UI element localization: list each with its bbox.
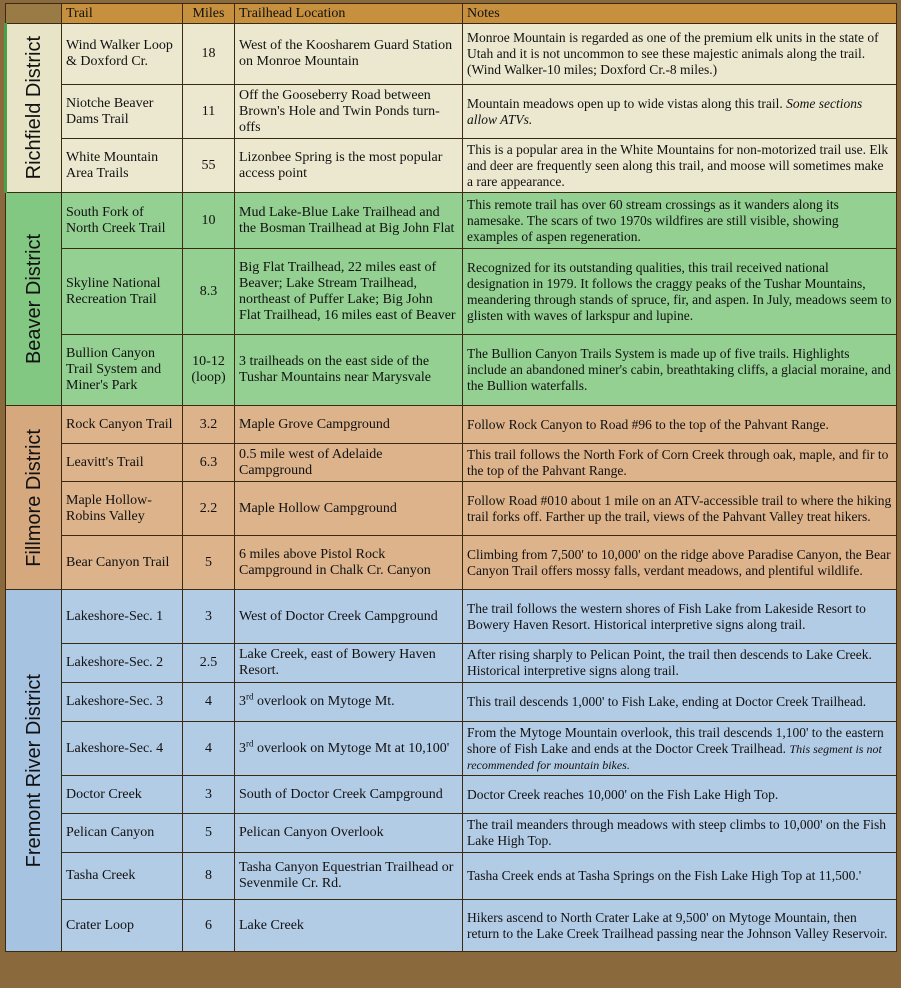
trail-miles: 4 bbox=[183, 722, 235, 776]
trail-location: Pelican Canyon Overlook bbox=[235, 814, 463, 853]
trail-location: Off the Gooseberry Road between Brown's Hole and Twin Ponds turn-offs bbox=[235, 85, 463, 139]
trail-miles: 6.3 bbox=[183, 444, 235, 482]
trail-miles: 3 bbox=[183, 776, 235, 814]
trail-miles: 11 bbox=[183, 85, 235, 139]
table-row bbox=[6, 139, 897, 193]
trail-name: Tasha Creek bbox=[62, 853, 183, 900]
trail-location: 3 trailheads on the east side of the Tushar Mountains near Marysvale bbox=[235, 335, 463, 406]
trail-location: Mud Lake-Blue Lake Trailhead and the Bosman Trailhead at Big John Flat bbox=[235, 193, 463, 249]
header-location: Trailhead Location bbox=[235, 4, 463, 24]
district-richfield bbox=[6, 24, 897, 193]
district-fillmore bbox=[6, 406, 897, 590]
trail-location: Maple Hollow Campground bbox=[235, 482, 463, 536]
trail-notes: This is a popular area in the White Mountains for non-motorized trail use. Elk and deer are frequently seen along this trail, and moose will sometimes make a rare appearance. bbox=[463, 139, 897, 193]
trail-notes: Monroe Mountain is regarded as one of the premium elk units in the state of Utah and it is not uncommon to see these majestic animals along the trail. (Wind Walker-10 miles; Doxford Cr.-8 miles.) bbox=[463, 24, 897, 85]
trail-notes bbox=[463, 722, 897, 776]
trail-notes bbox=[463, 85, 897, 139]
trail-name: Bear Canyon Trail bbox=[62, 536, 183, 590]
location-text: overlook on Mytoge Mt. bbox=[253, 694, 395, 709]
trail-notes: The trail follows the western shores of Fish Lake from Lakeside Resort to Bowery Haven Resort. Historical interpretive signs along trail. bbox=[463, 590, 897, 644]
district-beaver bbox=[6, 193, 897, 406]
trail-miles: 8.3 bbox=[183, 249, 235, 335]
trail-name: White Mountain Area Trails bbox=[62, 139, 183, 193]
trail-notes: Follow Road #010 about 1 mile on an ATV-accessible trail to where the hiking trail forks off. Farther up the trail, views of the Pahvant Valley treat hikers. bbox=[463, 482, 897, 536]
trail-name: Leavitt's Trail bbox=[62, 444, 183, 482]
trail-miles: 8 bbox=[183, 853, 235, 900]
trail-location: Maple Grove Campground bbox=[235, 406, 463, 444]
trail-location: Tasha Canyon Equestrian Trailhead or Sevenmile Cr. Rd. bbox=[235, 853, 463, 900]
trail-notes: Tasha Creek ends at Tasha Springs on the Fish Lake High Top at 11,500.' bbox=[463, 853, 897, 900]
trail-miles: 55 bbox=[183, 139, 235, 193]
table-row bbox=[6, 24, 897, 85]
trail-notes: Recognized for its outstanding qualities, this trail received national designation in 1979. It follows the craggy peaks of the Tushar Mountains, meandering through stands of spruce, fir, and aspen. In July, meadows seem to glisten with waves of larkspur and lupine. bbox=[463, 249, 897, 335]
table-row bbox=[6, 683, 897, 722]
trail-notes: Climbing from 7,500' to 10,000' on the ridge above Paradise Canyon, the Bear Canyon Trail offers mossy falls, verdant meadows, and plentiful wildlife. bbox=[463, 536, 897, 590]
table-row bbox=[6, 644, 897, 683]
trail-miles: 2.2 bbox=[183, 482, 235, 536]
notes-emphasis: This segment is not recommended for mountain bikes. bbox=[467, 741, 882, 772]
table-row bbox=[6, 722, 897, 776]
district-fremont-river bbox=[6, 590, 897, 952]
header-district-cell bbox=[6, 4, 62, 24]
table-row bbox=[6, 482, 897, 536]
trail-name: Niotche Beaver Dams Trail bbox=[62, 85, 183, 139]
table-row bbox=[6, 444, 897, 482]
district-label-cell bbox=[6, 406, 62, 590]
trail-name: Lakeshore-Sec. 4 bbox=[62, 722, 183, 776]
district-label: Fremont River District bbox=[22, 673, 45, 868]
trail-notes: This remote trail has over 60 stream crossings as it wanders along its namesake. The scars of two 1970s wildfires are still visible, showing examples of aspen regeneration. bbox=[463, 193, 897, 249]
trail-location: West of Doctor Creek Campground bbox=[235, 590, 463, 644]
trail-miles: 10 bbox=[183, 193, 235, 249]
trail-name: Doctor Creek bbox=[62, 776, 183, 814]
location-ordinal: 3 bbox=[239, 740, 246, 756]
header-row bbox=[6, 4, 897, 24]
header-miles: Miles bbox=[183, 4, 235, 24]
trail-notes: The Bullion Canyon Trails System is made up of five trails. Highlights include an abandoned miner's cabin, breathtaking cliffs, a glacial moraine, and the Bullion waterfalls. bbox=[463, 335, 897, 406]
trail-miles: 3.2 bbox=[183, 406, 235, 444]
notes-text: Mountain meadows open up to wide vistas along this trail. bbox=[467, 95, 783, 111]
trail-notes: The trail meanders through meadows with steep climbs to 10,000' on the Fish Lake High Top. bbox=[463, 814, 897, 853]
notes-emphasis: Some sections allow ATVs. bbox=[467, 95, 863, 127]
trail-name: Lakeshore-Sec. 1 bbox=[62, 590, 183, 644]
trail-location: Lizonbee Spring is the most popular access point bbox=[235, 139, 463, 193]
location-ordinal-suffix: rd bbox=[246, 691, 254, 702]
trail-name: Crater Loop bbox=[62, 900, 183, 952]
location-ordinal-suffix: rd bbox=[246, 737, 254, 748]
trail-notes: Doctor Creek reaches 10,000' on the Fish Lake High Top. bbox=[463, 776, 897, 814]
trail-miles: 4 bbox=[183, 683, 235, 722]
table-row bbox=[6, 406, 897, 444]
trail-location: West of the Koosharem Guard Station on Monroe Mountain bbox=[235, 24, 463, 85]
district-label-cell bbox=[6, 24, 62, 193]
trail-notes: This trail follows the North Fork of Corn Creek through oak, maple, and fir to the top of the Pahvant Range. bbox=[463, 444, 897, 482]
trail-table bbox=[4, 3, 897, 952]
table-row bbox=[6, 249, 897, 335]
table-row bbox=[6, 335, 897, 406]
header-trail: Trail bbox=[62, 4, 183, 24]
table-row bbox=[6, 590, 897, 644]
trail-miles: 5 bbox=[183, 814, 235, 853]
district-label: Fillmore District bbox=[22, 428, 45, 567]
district-label-cell bbox=[6, 193, 62, 406]
trail-miles: 2.5 bbox=[183, 644, 235, 683]
location-text: overlook on Mytoge Mt at 10,100' bbox=[253, 740, 450, 756]
trail-miles: 18 bbox=[183, 24, 235, 85]
location-ordinal: 3 bbox=[239, 694, 246, 709]
trail-miles: 5 bbox=[183, 536, 235, 590]
trail-miles: 3 bbox=[183, 590, 235, 644]
trail-notes: After rising sharply to Pelican Point, the trail then descends to Lake Creek. Historical interpretive signs along trail. bbox=[463, 644, 897, 683]
trail-miles: 10-12 (loop) bbox=[183, 335, 235, 406]
trail-notes: This trail descends 1,000' to Fish Lake, ending at Doctor Creek Trailhead. bbox=[463, 683, 897, 722]
trail-location: Lake Creek, east of Bowery Haven Resort. bbox=[235, 644, 463, 683]
trail-location: Big Flat Trailhead, 22 miles east of Beaver; Lake Stream Trailhead, northeast of Puffer Lake; Big John Flat Trailhead, 16 miles east of Beaver bbox=[235, 249, 463, 335]
trail-notes: Hikers ascend to North Crater Lake at 9,500' on Mytoge Mountain, then return to the Lake Creek Trailhead passing near the Johnson Valley Reservoir. bbox=[463, 900, 897, 952]
district-label-cell bbox=[6, 590, 62, 952]
trail-name: Skyline National Recreation Trail bbox=[62, 249, 183, 335]
table-row bbox=[6, 814, 897, 853]
table-row bbox=[6, 193, 897, 249]
trail-location: Lake Creek bbox=[235, 900, 463, 952]
trail-location: 6 miles above Pistol Rock Campground in Chalk Cr. Canyon bbox=[235, 536, 463, 590]
table-row bbox=[6, 900, 897, 952]
trail-location bbox=[235, 722, 463, 776]
header-notes: Notes bbox=[463, 4, 897, 24]
trail-name: Lakeshore-Sec. 2 bbox=[62, 644, 183, 683]
trail-location: South of Doctor Creek Campground bbox=[235, 776, 463, 814]
table-row bbox=[6, 85, 897, 139]
notes-text: From the Mytoge Mountain overlook, this trail descends 1,100' to the eastern shore of Fish Lake and ends at the Doctor Creek Trailhead. bbox=[467, 724, 884, 756]
trail-name: Wind Walker Loop & Doxford Cr. bbox=[62, 24, 183, 85]
trail-miles: 6 bbox=[183, 900, 235, 952]
trail-name: Pelican Canyon bbox=[62, 814, 183, 853]
trail-name: Maple Hollow-Robins Valley bbox=[62, 482, 183, 536]
trail-name: Lakeshore-Sec. 3 bbox=[62, 683, 183, 722]
trail-name: South Fork of North Creek Trail bbox=[62, 193, 183, 249]
table-row bbox=[6, 776, 897, 814]
trail-location bbox=[235, 683, 463, 722]
table-row bbox=[6, 536, 897, 590]
trail-name: Bullion Canyon Trail System and Miner's Park bbox=[62, 335, 183, 406]
trail-location: 0.5 mile west of Adelaide Campground bbox=[235, 444, 463, 482]
trail-notes: Follow Rock Canyon to Road #96 to the top of the Pahvant Range. bbox=[463, 406, 897, 444]
district-label: Beaver District bbox=[22, 233, 45, 365]
table-row bbox=[6, 853, 897, 900]
district-label: Richfield District bbox=[23, 36, 45, 180]
trail-name: Rock Canyon Trail bbox=[62, 406, 183, 444]
